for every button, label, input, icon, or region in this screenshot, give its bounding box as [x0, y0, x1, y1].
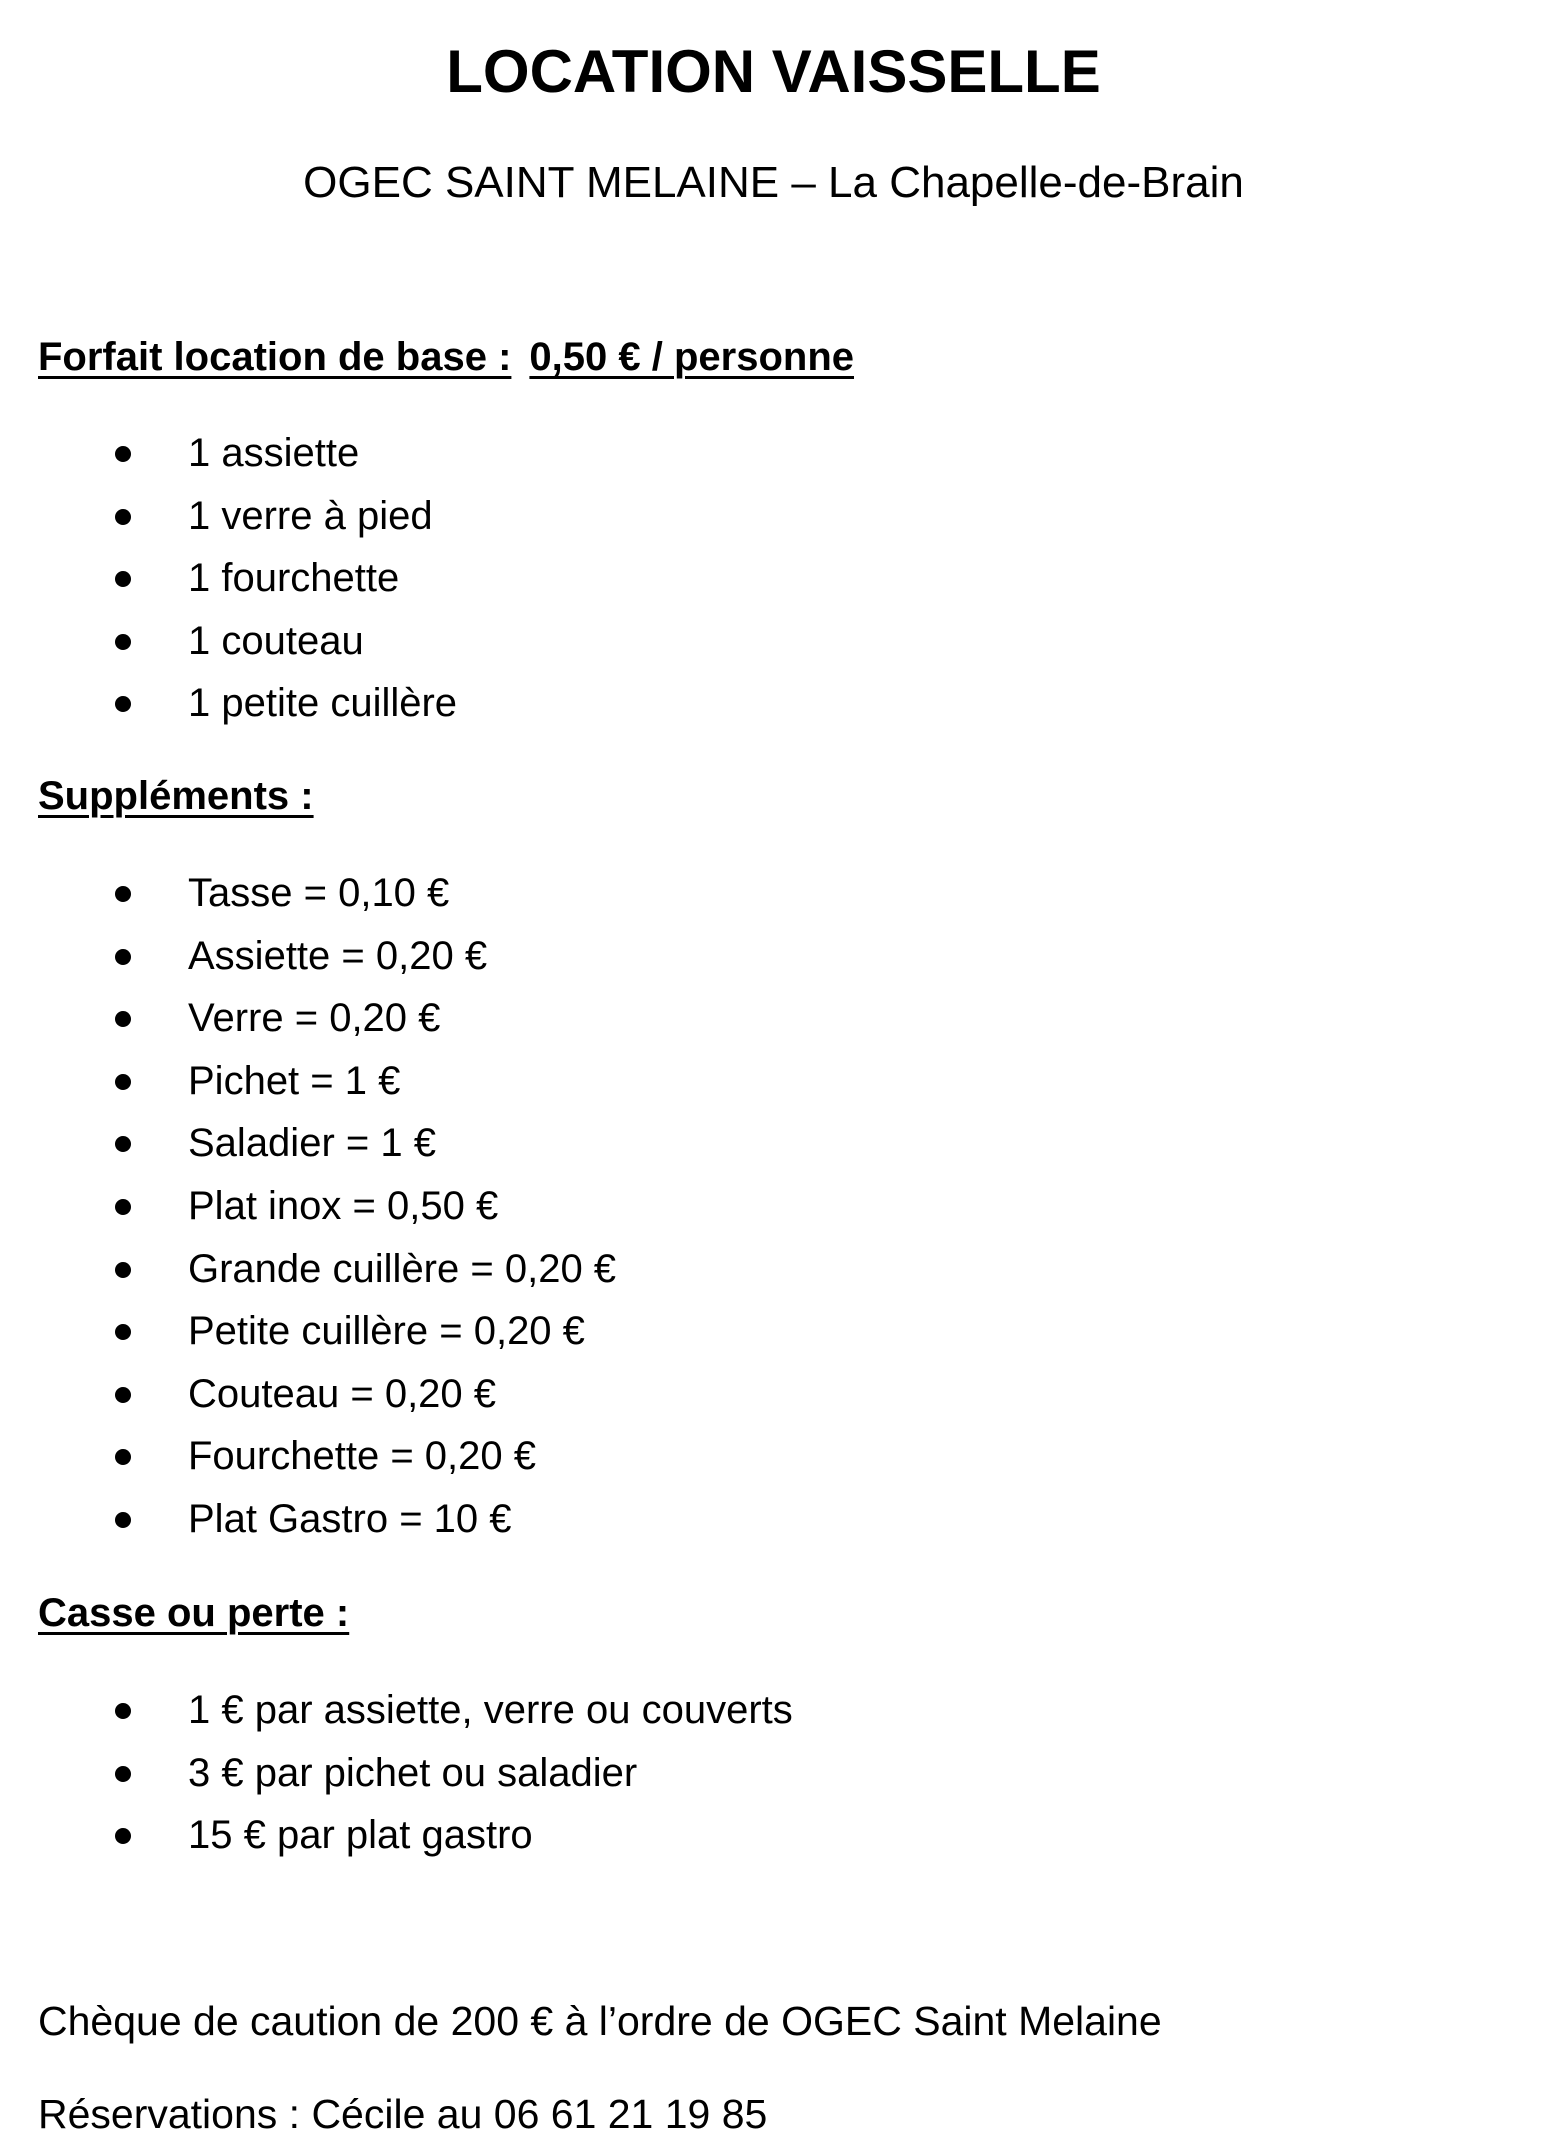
list-item-text: Fourchette = 0,20 € — [188, 1434, 537, 1479]
list-item-text: 1 verre à pied — [188, 493, 433, 538]
bullet-icon — [115, 1766, 131, 1782]
list-item-text: 1 assiette — [188, 431, 360, 475]
list-item-text: Plat Gastro = 10 € — [188, 1496, 512, 1541]
deposit-note: Chèque de caution de 200 € à l’ordre de OGEC Saint Melaine — [38, 1998, 1162, 2044]
bullet-icon — [115, 1074, 131, 1090]
bullet-icon — [115, 1136, 131, 1152]
list-item-text: Saladier = 1 € — [188, 1121, 436, 1166]
list-item-text: Pichet = 1 € — [188, 1058, 401, 1103]
bullet-icon — [115, 509, 131, 525]
base-package-heading — [38, 332, 854, 382]
list-item-text: Petite cuillère = 0,20 € — [188, 1309, 585, 1354]
bullet-icon — [115, 1387, 131, 1403]
bullet-icon — [115, 1449, 131, 1465]
breakage-heading: Casse ou perte : — [38, 1591, 350, 1635]
bullet-icon — [115, 571, 131, 587]
list-item-text: 1 petite cuillère — [188, 681, 458, 726]
bullet-icon — [115, 1512, 131, 1528]
bullet-icon — [115, 886, 131, 902]
list-item-text: Verre = 0,20 € — [188, 996, 441, 1041]
list-item-text: 1 € par assiette, verre ou couverts — [188, 1688, 793, 1732]
list-item-text: Tasse = 0,10 € — [188, 871, 450, 915]
list-item-text: 3 € par pichet ou saladier — [188, 1750, 638, 1795]
bullet-icon — [115, 634, 131, 650]
list-item-text: 15 € par plat gastro — [188, 1813, 533, 1858]
bullet-icon — [115, 1828, 131, 1844]
bullet-icon — [115, 1011, 131, 1027]
bullet-icon — [115, 1262, 131, 1278]
base-package-price: 0,50 € / personne — [529, 335, 854, 379]
bullet-icon — [115, 1199, 131, 1215]
bullet-icon — [115, 446, 131, 462]
page-subtitle: OGEC SAINT MELAINE – La Chapelle-de-Brain — [303, 158, 1244, 207]
list-item-text: Assiette = 0,20 € — [188, 933, 488, 978]
list-item-text: 1 couteau — [188, 618, 364, 663]
page-title: LOCATION VAISSELLE — [446, 38, 1101, 105]
list-item-text: Couteau = 0,20 € — [188, 1371, 497, 1416]
bullet-icon — [115, 1324, 131, 1340]
bullet-icon — [115, 1703, 131, 1719]
supplements-heading: Suppléments : — [38, 774, 314, 818]
bullet-icon — [115, 949, 131, 965]
list-item-text: 1 fourchette — [188, 556, 400, 601]
reservations-note: Réservations : Cécile au 06 61 21 19 85 — [38, 2091, 768, 2137]
base-package-heading-label: Forfait location de base : — [38, 335, 512, 379]
bullet-icon — [115, 696, 131, 712]
list-item-text: Grande cuillère = 0,20 € — [188, 1246, 617, 1291]
list-item-text: Plat inox = 0,50 € — [188, 1183, 499, 1228]
